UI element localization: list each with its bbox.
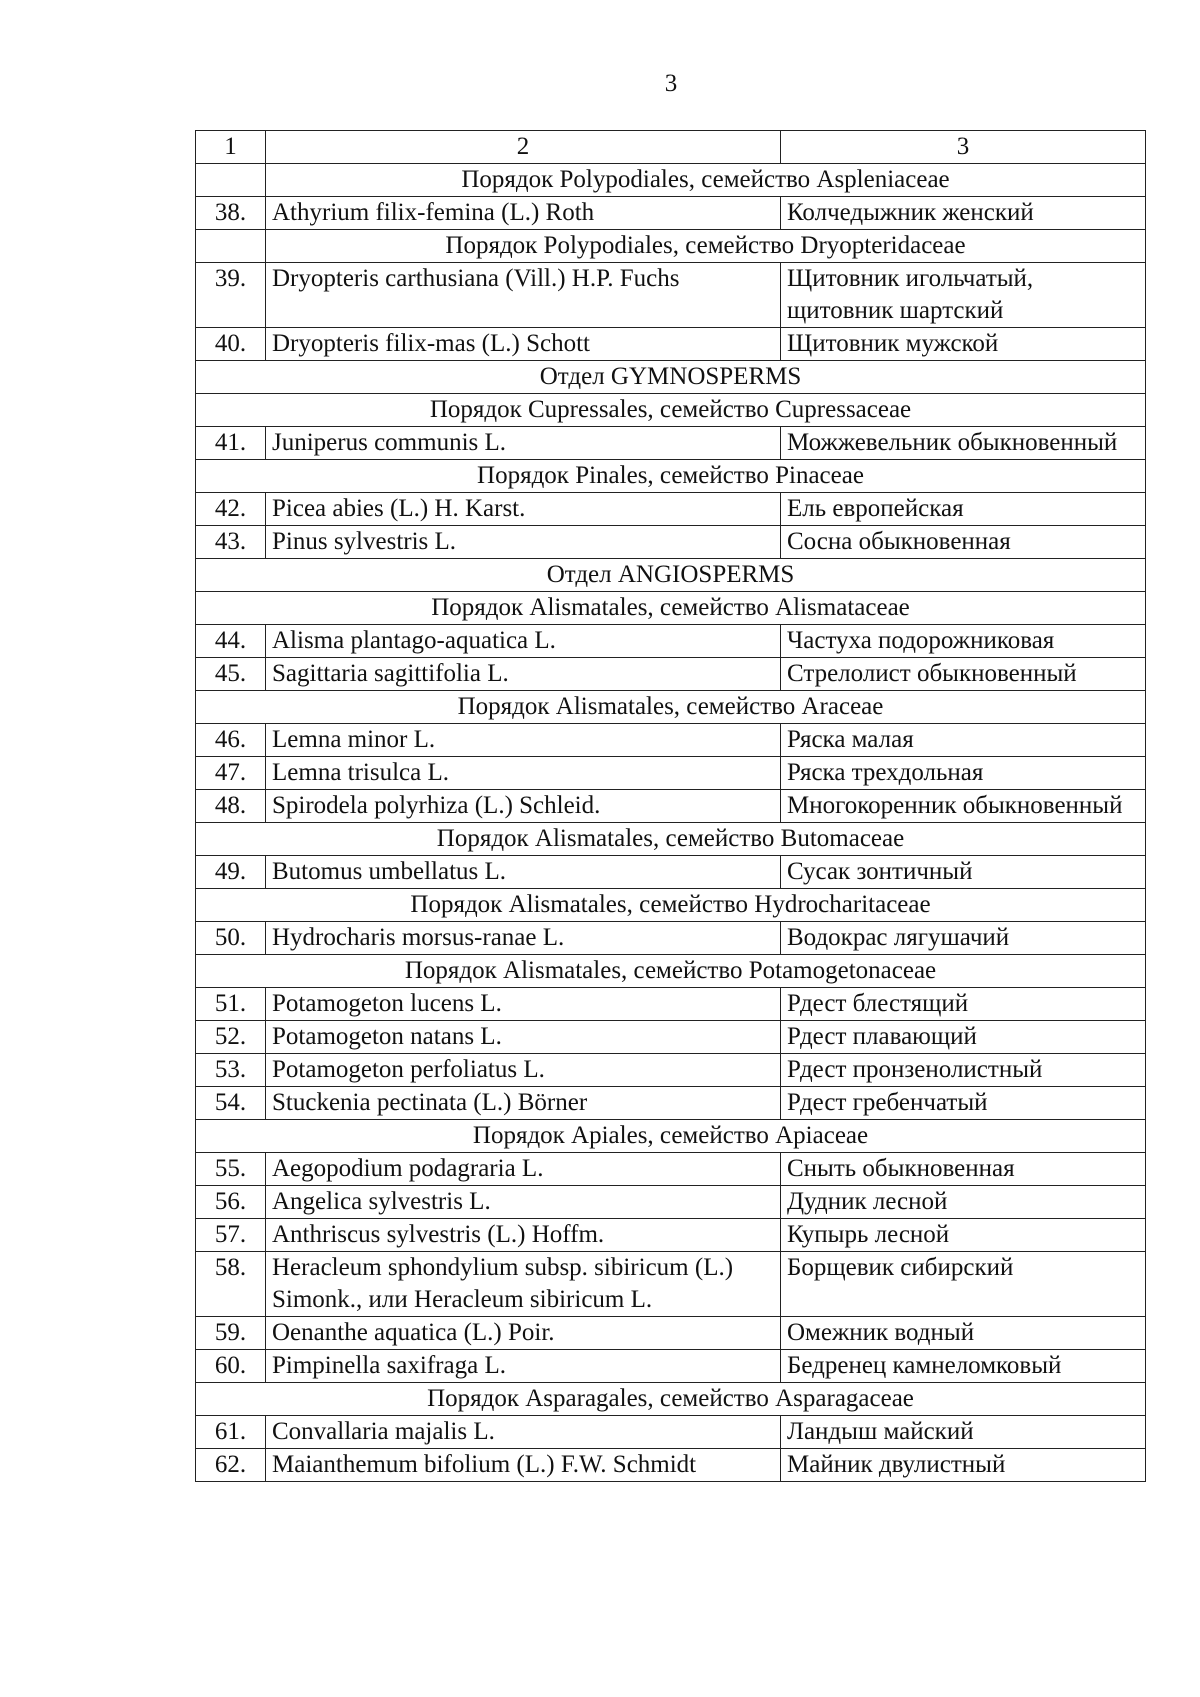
taxon-division-label: Отдел ANGIOSPERMS — [196, 559, 1146, 592]
species-row — [196, 988, 1146, 1021]
empty-cell — [196, 230, 266, 263]
taxon-division-label: Отдел GYMNOSPERMS — [196, 361, 1146, 394]
row-number: 42. — [196, 493, 266, 526]
row-number: 38. — [196, 197, 266, 230]
russian-name: Можжевельник обыкновенный — [781, 427, 1146, 460]
species-row — [196, 1021, 1146, 1054]
species-row — [196, 263, 1146, 328]
taxon-division-row — [196, 1383, 1146, 1416]
taxon-division-label: Порядок Apiales, семейство Apiaceae — [196, 1120, 1146, 1153]
latin-name: Lemna trisulca L. — [266, 757, 781, 790]
russian-name: Многокоренник обыкновенный — [781, 790, 1146, 823]
latin-name: Hydrocharis morsus-ranae L. — [266, 922, 781, 955]
russian-name: Дудник лесной — [781, 1186, 1146, 1219]
russian-name: Сусак зонтичный — [781, 856, 1146, 889]
row-number: 48. — [196, 790, 266, 823]
species-row — [196, 1087, 1146, 1120]
russian-name: Сныть обыкновенная — [781, 1153, 1146, 1186]
russian-name: Рдест блестящий — [781, 988, 1146, 1021]
latin-name: Spirodela polyrhiza (L.) Schleid. — [266, 790, 781, 823]
species-row — [196, 1449, 1146, 1482]
latin-name: Juniperus communis L. — [266, 427, 781, 460]
russian-name: Щитовник мужской — [781, 328, 1146, 361]
taxon-division-row — [196, 691, 1146, 724]
taxon-division-row — [196, 889, 1146, 922]
row-number: 44. — [196, 625, 266, 658]
russian-name: Рдест плавающий — [781, 1021, 1146, 1054]
taxon-division-row — [196, 460, 1146, 493]
latin-name: Potamogeton natans L. — [266, 1021, 781, 1054]
page-number: 3 — [664, 70, 678, 97]
row-number: 46. — [196, 724, 266, 757]
species-row — [196, 526, 1146, 559]
row-number: 45. — [196, 658, 266, 691]
taxon-division-label: Порядок Cupressales, семейство Cupressaceae — [196, 394, 1146, 427]
russian-name: Стрелолист обыкновенный — [781, 658, 1146, 691]
row-number: 62. — [196, 1449, 266, 1482]
species-row — [196, 328, 1146, 361]
latin-name: Alisma plantago-aquatica L. — [266, 625, 781, 658]
russian-name: Рдест пронзенолистный — [781, 1054, 1146, 1087]
column-header: 2 — [266, 131, 781, 164]
latin-name: Dryopteris filix-mas (L.) Schott — [266, 328, 781, 361]
species-row — [196, 1219, 1146, 1252]
latin-name: Pinus sylvestris L. — [266, 526, 781, 559]
row-number: 57. — [196, 1219, 266, 1252]
latin-name: Maianthemum bifolium (L.) F.W. Schmidt — [266, 1449, 781, 1482]
russian-name: Майник двулистный — [781, 1449, 1146, 1482]
latin-name: Potamogeton perfoliatus L. — [266, 1054, 781, 1087]
taxon-division-row — [196, 592, 1146, 625]
latin-name: Athyrium filix-femina (L.) Roth — [266, 197, 781, 230]
row-number: 53. — [196, 1054, 266, 1087]
latin-name: Dryopteris carthusiana (Vill.) H.P. Fuchs — [266, 263, 781, 328]
taxon-group-label: Порядок Polypodiales, семейство Dryopteridaceae — [266, 230, 1146, 263]
species-row — [196, 1317, 1146, 1350]
species-row — [196, 427, 1146, 460]
species-table-body — [196, 131, 1146, 1482]
row-number: 60. — [196, 1350, 266, 1383]
latin-name: Convallaria majalis L. — [266, 1416, 781, 1449]
row-number: 39. — [196, 263, 266, 328]
row-number: 50. — [196, 922, 266, 955]
species-row — [196, 1416, 1146, 1449]
taxon-group-label: Порядок Polypodiales, семейство Aspleniaceae — [266, 164, 1146, 197]
russian-name: Водокрас лягушачий — [781, 922, 1146, 955]
species-row — [196, 625, 1146, 658]
latin-name: Pimpinella saxifraga L. — [266, 1350, 781, 1383]
russian-name: Ель европейская — [781, 493, 1146, 526]
latin-name: Stuckenia pectinata (L.) Börner — [266, 1087, 781, 1120]
species-row — [196, 1186, 1146, 1219]
species-row — [196, 1350, 1146, 1383]
species-row — [196, 922, 1146, 955]
species-row — [196, 856, 1146, 889]
russian-name: Борщевик сибирский — [781, 1252, 1146, 1317]
taxon-division-row — [196, 394, 1146, 427]
latin-name: Butomus umbellatus L. — [266, 856, 781, 889]
latin-name: Heracleum sphondylium subsp. sibiricum (L.) Simonk., или Heracleum sibiricum L. — [266, 1252, 781, 1317]
table-header-row — [196, 131, 1146, 164]
row-number: 47. — [196, 757, 266, 790]
russian-name: Ландыш майский — [781, 1416, 1146, 1449]
taxon-division-row — [196, 955, 1146, 988]
latin-name: Lemna minor L. — [266, 724, 781, 757]
russian-name: Омежник водный — [781, 1317, 1146, 1350]
russian-name: Ряска малая — [781, 724, 1146, 757]
row-number: 54. — [196, 1087, 266, 1120]
latin-name: Sagittaria sagittifolia L. — [266, 658, 781, 691]
row-number: 59. — [196, 1317, 266, 1350]
row-number: 41. — [196, 427, 266, 460]
row-number: 61. — [196, 1416, 266, 1449]
taxon-division-row — [196, 823, 1146, 856]
latin-name: Potamogeton lucens L. — [266, 988, 781, 1021]
russian-name: Частуха подорожниковая — [781, 625, 1146, 658]
latin-name: Oenanthe aquatica (L.) Poir. — [266, 1317, 781, 1350]
russian-name: Щитовник игольчатый, щитовник шартский — [781, 263, 1146, 328]
species-row — [196, 724, 1146, 757]
taxon-division-row — [196, 559, 1146, 592]
column-header: 1 — [196, 131, 266, 164]
species-row — [196, 493, 1146, 526]
column-header: 3 — [781, 131, 1146, 164]
taxon-division-label: Порядок Pinales, семейство Pinaceae — [196, 460, 1146, 493]
russian-name: Сосна обыкновенная — [781, 526, 1146, 559]
taxon-division-label: Порядок Alismatales, семейство Hydrocharitaceae — [196, 889, 1146, 922]
taxon-division-label: Порядок Alismatales, семейство Butomaceae — [196, 823, 1146, 856]
taxon-group-row — [196, 164, 1146, 197]
row-number: 49. — [196, 856, 266, 889]
empty-cell — [196, 164, 266, 197]
species-row — [196, 1252, 1146, 1317]
taxon-group-row — [196, 230, 1146, 263]
russian-name: Ряска трехдольная — [781, 757, 1146, 790]
species-row — [196, 757, 1146, 790]
taxon-division-row — [196, 1120, 1146, 1153]
row-number: 58. — [196, 1252, 266, 1317]
taxon-division-row — [196, 361, 1146, 394]
species-row — [196, 1153, 1146, 1186]
taxon-division-label: Порядок Alismatales, семейство Alismataceae — [196, 592, 1146, 625]
row-number: 52. — [196, 1021, 266, 1054]
row-number: 51. — [196, 988, 266, 1021]
russian-name: Рдест гребенчатый — [781, 1087, 1146, 1120]
species-row — [196, 1054, 1146, 1087]
species-row — [196, 658, 1146, 691]
species-table — [195, 130, 1146, 1482]
latin-name: Aegopodium podagraria L. — [266, 1153, 781, 1186]
taxon-division-label: Порядок Alismatales, семейство Araceae — [196, 691, 1146, 724]
species-row — [196, 790, 1146, 823]
species-row — [196, 197, 1146, 230]
latin-name: Picea abies (L.) H. Karst. — [266, 493, 781, 526]
latin-name: Anthriscus sylvestris (L.) Hoffm. — [266, 1219, 781, 1252]
row-number: 56. — [196, 1186, 266, 1219]
russian-name: Бедренец камнеломковый — [781, 1350, 1146, 1383]
taxon-division-label: Порядок Asparagales, семейство Asparagaceae — [196, 1383, 1146, 1416]
row-number: 40. — [196, 328, 266, 361]
russian-name: Колчедыжник женский — [781, 197, 1146, 230]
taxon-division-label: Порядок Alismatales, семейство Potamogetonaceae — [196, 955, 1146, 988]
row-number: 55. — [196, 1153, 266, 1186]
latin-name: Angelica sylvestris L. — [266, 1186, 781, 1219]
row-number: 43. — [196, 526, 266, 559]
russian-name: Купырь лесной — [781, 1219, 1146, 1252]
